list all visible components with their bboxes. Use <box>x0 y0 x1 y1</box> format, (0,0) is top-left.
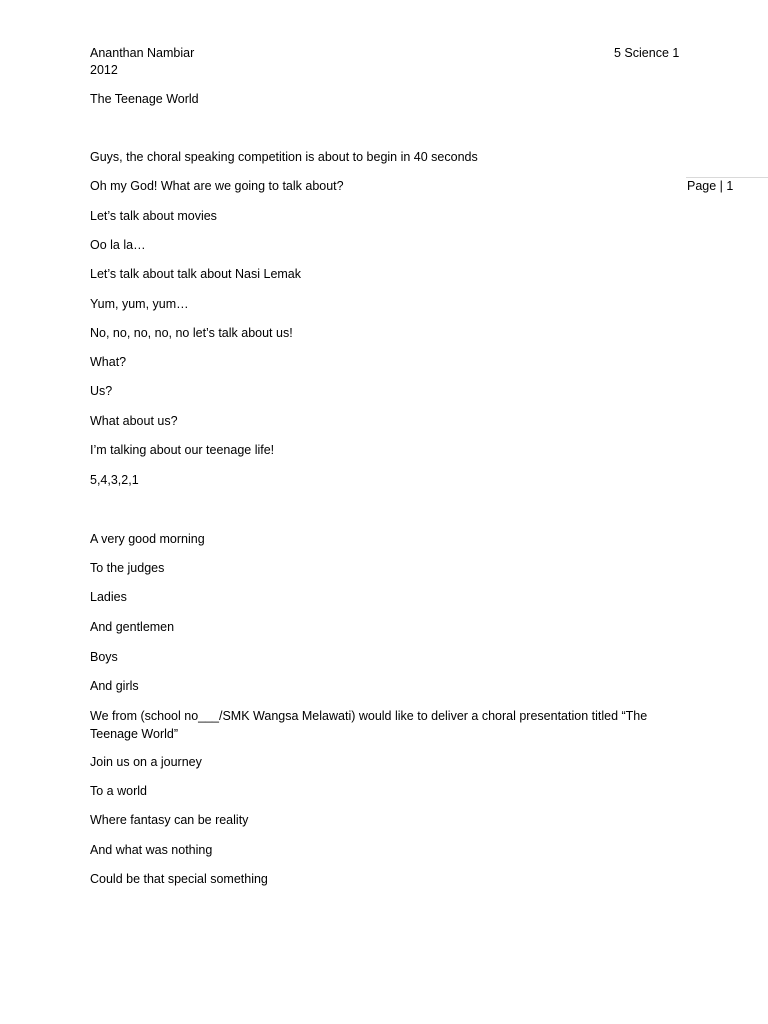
script-line: Where fantasy can be reality <box>90 813 249 827</box>
script-line: Us? <box>90 384 113 398</box>
script-line: No, no, no, no, no let’s talk about us! <box>90 326 293 340</box>
script-line: Yum, yum, yum… <box>90 297 189 311</box>
page-number-rule <box>686 177 768 178</box>
script-line: Boys <box>90 650 118 664</box>
script-line: What? <box>90 355 127 369</box>
script-line: Join us on a journey <box>90 755 202 769</box>
document-title: The Teenage World <box>90 92 199 106</box>
script-line: Guys, the choral speaking competition is about to begin in 40 seconds <box>90 150 478 164</box>
class-label: 5 Science 1 <box>614 46 680 60</box>
script-line: Could be that special something <box>90 872 268 886</box>
script-line: And gentlemen <box>90 620 175 634</box>
script-line: Ladies <box>90 590 127 604</box>
script-line: Let’s talk about movies <box>90 209 217 223</box>
script-line: 5,4,3,2,1 <box>90 473 139 487</box>
script-line: Let’s talk about talk about Nasi Lemak <box>90 267 302 281</box>
year-label: 2012 <box>90 63 118 77</box>
script-line: Oh my God! What are we going to talk about? <box>90 179 344 193</box>
page-number: Page | 1 <box>687 179 734 193</box>
script-line: To a world <box>90 784 147 798</box>
script-line: To the judges <box>90 561 165 575</box>
script-line: What about us? <box>90 414 178 428</box>
script-line: A very good morning <box>90 532 205 546</box>
script-line: And what was nothing <box>90 843 213 857</box>
author-name: Ananthan Nambiar <box>90 46 195 60</box>
script-line: And girls <box>90 679 139 693</box>
script-line: Oo la la… <box>90 238 146 252</box>
script-line: I’m talking about our teenage life! <box>90 443 275 457</box>
script-line: We from (school no___/SMK Wangsa Melawati) would like to deliver a choral presentation titled “The Teenage World” <box>90 709 648 741</box>
